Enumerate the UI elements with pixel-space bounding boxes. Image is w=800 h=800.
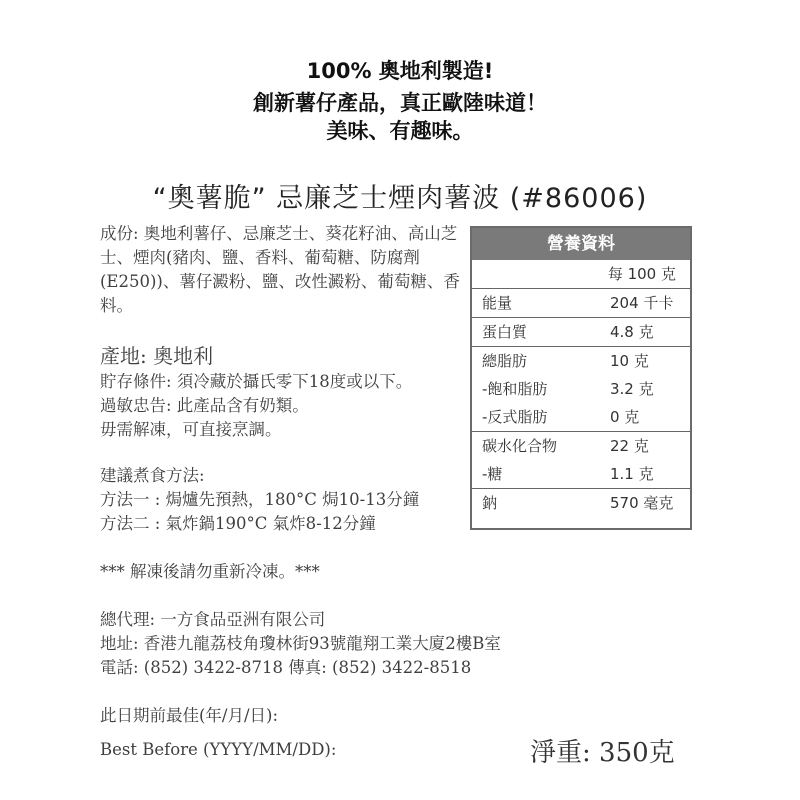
distributor-address: 地址: 香港九龍荔枝角瓊林街93號龍翔工業大廈2樓B室 bbox=[100, 634, 501, 653]
nutrition-row bbox=[472, 460, 690, 489]
nutrient-label: 能量 bbox=[482, 294, 513, 312]
nutrition-row bbox=[472, 403, 690, 432]
nutrition-row bbox=[472, 289, 690, 318]
nutrition-title: 營養資料 bbox=[472, 228, 690, 260]
best-before-block bbox=[100, 704, 336, 762]
nutrition-panel bbox=[470, 226, 692, 530]
storage-block bbox=[100, 370, 412, 442]
nutrition-row bbox=[472, 318, 690, 347]
nutrient-value: 0 克 bbox=[610, 408, 640, 426]
nutrient-value: 570 毫克 bbox=[610, 494, 674, 512]
nutrient-label: 總脂肪 bbox=[482, 352, 528, 370]
nutrition-per: 每 100 克 bbox=[472, 260, 690, 289]
distributor-agent: 總代理: 一方食品亞洲有限公司 bbox=[100, 610, 326, 629]
header-line-3: 美味、有趣味。 bbox=[326, 119, 474, 143]
nutrient-value: 204 千卡 bbox=[610, 294, 674, 312]
nutrient-value: 1.1 克 bbox=[610, 465, 654, 483]
cooking-method-1: 方法一 : 焗爐先預熱，180°C 焗10-13分鐘 bbox=[100, 490, 420, 509]
allergy-text: 過敏忠告: 此產品含有奶類。 bbox=[100, 396, 309, 415]
refreeze-warning: *** 解凍後請勿重新冷凍。*** bbox=[100, 562, 320, 581]
product-title: “奧薯脆” 忌廉芝士煙肉薯波 (#86006) bbox=[152, 183, 648, 214]
nutrient-value: 22 克 bbox=[610, 437, 649, 455]
nutrient-label: -飽和脂肪 bbox=[482, 380, 548, 398]
cooking-block bbox=[100, 464, 419, 536]
cooking-method-2: 方法二 : 氣炸鍋190°C 氣炸8-12分鐘 bbox=[100, 514, 376, 533]
origin-text: 產地: 奧地利 bbox=[100, 344, 214, 368]
nutrition-row bbox=[472, 489, 690, 517]
nutrient-value: 4.8 克 bbox=[610, 323, 654, 341]
header-line-2: 創新薯仔產品，真正歐陸味道！ bbox=[253, 91, 547, 115]
nutrient-label: -反式脂肪 bbox=[482, 408, 548, 426]
header-line-1: 100% 奧地利製造! bbox=[306, 59, 494, 83]
nutrient-label: 碳水化合物 bbox=[482, 437, 558, 455]
nutrient-label: 鈉 bbox=[482, 494, 498, 512]
net-weight: 淨重: 350克 bbox=[530, 738, 675, 768]
nutrient-value: 3.2 克 bbox=[610, 380, 654, 398]
storage-text: 貯存條件: 須冷藏於攝氏零下18度或以下。 bbox=[100, 372, 413, 391]
nutrition-row bbox=[472, 375, 690, 403]
best-before-cn: 此日期前最佳(年/月/日): bbox=[100, 706, 279, 725]
distributor-block bbox=[100, 608, 501, 680]
cooking-heading: 建議煮食方法: bbox=[100, 466, 205, 485]
nutrition-row bbox=[472, 347, 690, 375]
nutrient-label: -糖 bbox=[482, 465, 503, 483]
ingredients-text: 成份: 奧地利薯仔、忌廉芝士、葵花籽油、高山芝士、煙肉(豬肉、鹽、香料、葡萄糖、防腐劑(E250))、薯仔澱粉、鹽、改性澱粉、葡萄糖、香料。 bbox=[100, 224, 460, 315]
distributor-phone: 電話: (852) 3422-8718 傳真: (852) 3422-8518 bbox=[100, 658, 472, 677]
no-thaw-text: 毋需解凍，可直接烹調。 bbox=[100, 420, 282, 439]
nutrient-label: 蛋白質 bbox=[482, 323, 528, 341]
best-before-en: Best Before (YYYY/MM/DD): bbox=[100, 740, 337, 759]
nutrition-row bbox=[472, 432, 690, 460]
nutrient-value: 10 克 bbox=[610, 352, 649, 370]
